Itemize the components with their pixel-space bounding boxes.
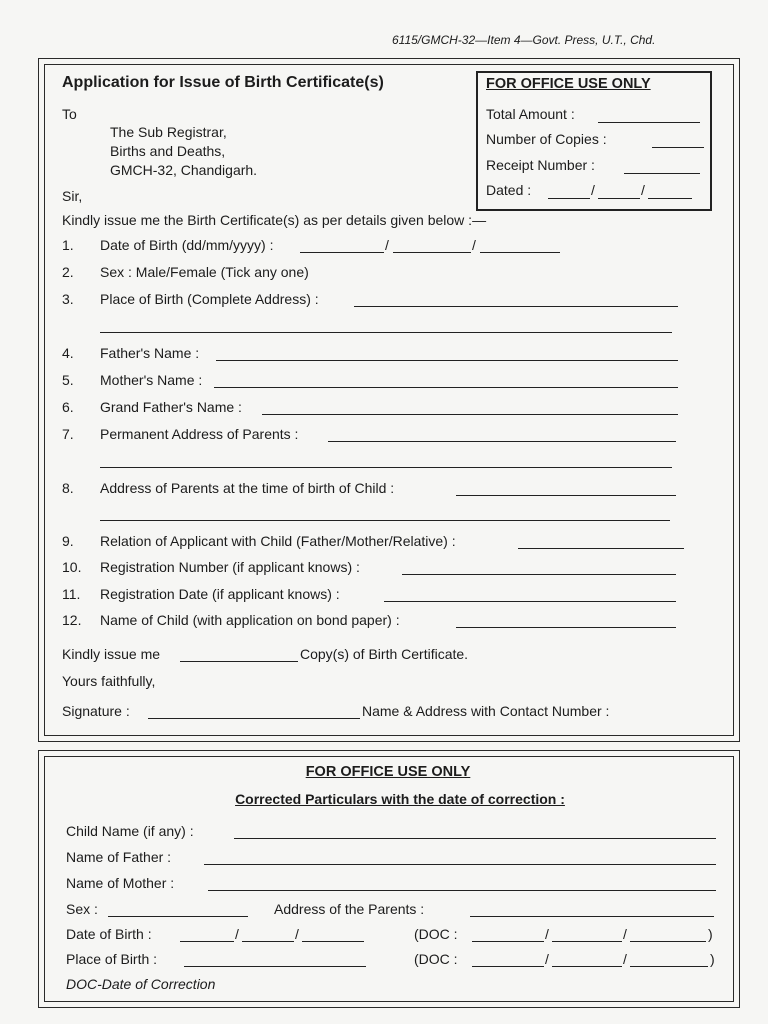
dob-doc-slash-1: / (545, 926, 549, 942)
birth-time-address-label: Address of Parents at the time of birth of Child : (100, 480, 395, 496)
pob-doc-day-field[interactable] (472, 966, 544, 967)
item-12-number: 12. (62, 612, 82, 628)
item-1-number: 1. (62, 237, 74, 253)
item-9-number: 9. (62, 533, 74, 549)
dated-slash-2: / (641, 182, 645, 198)
form-title: Application for Issue of Birth Certificate(s) (62, 74, 384, 91)
address-of-parents-field[interactable] (470, 916, 714, 917)
relation-label: Relation of Applicant with Child (Father/Mother/Relative) : (100, 533, 456, 549)
copies-of-birth-certificate-label: Copy(s) of Birth Certificate. (300, 646, 469, 662)
office-use-title: FOR OFFICE USE ONLY (486, 76, 651, 92)
doc-note: DOC-Date of Correction (66, 976, 216, 992)
dated-month-field[interactable] (598, 198, 640, 199)
dob-correction-month-field[interactable] (242, 941, 294, 942)
yours-faithfully: Yours faithfully, (62, 673, 156, 689)
permanent-address-field-line-2[interactable] (100, 467, 672, 468)
addressee-line-2: Births and Deaths, (110, 143, 226, 159)
name-of-father-field[interactable] (204, 864, 716, 865)
item-2-number: 2. (62, 264, 74, 280)
total-amount-label: Total Amount : (486, 106, 575, 122)
pob-doc-close: ) (710, 951, 715, 967)
intro-text: Kindly issue me the Birth Certificate(s) as per details given below :— (62, 212, 487, 228)
to-label: To (62, 106, 77, 122)
dob-year-field[interactable] (480, 252, 560, 253)
name-of-mother-field[interactable] (208, 890, 716, 891)
relation-field[interactable] (518, 548, 684, 549)
number-of-copies-field[interactable] (652, 147, 704, 148)
sex-correction-field[interactable] (108, 916, 248, 917)
name-of-mother-label: Name of Mother : (66, 875, 175, 891)
pob-doc-year-field[interactable] (630, 966, 708, 967)
address-of-parents-label: Address of the Parents : (274, 901, 425, 917)
sex-correction-label: Sex : (66, 901, 98, 917)
item-3-number: 3. (62, 291, 74, 307)
dated-label: Dated : (486, 182, 532, 198)
item-5-number: 5. (62, 372, 74, 388)
permanent-address-field[interactable] (328, 441, 676, 442)
number-of-copies-requested-field[interactable] (180, 661, 298, 662)
dated-day-field[interactable] (548, 198, 590, 199)
name-address-contact-label: Name & Address with Contact Number : (362, 703, 610, 719)
item-11-number: 11. (62, 586, 81, 602)
fathers-name-field[interactable] (216, 360, 678, 361)
child-name-field[interactable] (234, 838, 716, 839)
dated-slash-1: / (591, 182, 595, 198)
registration-number-field[interactable] (402, 574, 676, 575)
grand-fathers-name-label: Grand Father's Name : (100, 399, 242, 415)
registration-date-field[interactable] (384, 601, 676, 602)
dated-year-field[interactable] (648, 198, 692, 199)
permanent-address-label: Permanent Address of Parents : (100, 426, 299, 442)
dob-doc-month-field[interactable] (552, 941, 622, 942)
dob-slash-2: / (472, 237, 476, 253)
grand-fathers-name-field[interactable] (262, 414, 678, 415)
total-amount-field[interactable] (598, 122, 700, 123)
place-of-birth-field[interactable] (354, 306, 678, 307)
dob-correction-label: Date of Birth : (66, 926, 152, 942)
birth-time-address-field[interactable] (456, 495, 676, 496)
office-section-subtitle: Corrected Particulars with the date of correction : (235, 791, 565, 807)
addressee-line-3: GMCH-32, Chandigarh. (110, 162, 258, 178)
salutation: Sir, (62, 188, 83, 204)
dob-correction-year-field[interactable] (302, 941, 364, 942)
name-of-child-label: Name of Child (with application on bond paper) : (100, 612, 400, 628)
item-7-number: 7. (62, 426, 74, 442)
addressee-line-1: The Sub Registrar, (110, 124, 227, 140)
office-section-title: FOR OFFICE USE ONLY (305, 764, 471, 780)
place-of-birth-correction-field[interactable] (184, 966, 366, 967)
pob-doc-slash-1: / (545, 951, 549, 967)
receipt-number-label: Receipt Number : (486, 157, 595, 173)
fathers-name-label: Father's Name : (100, 345, 200, 361)
pob-doc-month-field[interactable] (552, 966, 622, 967)
number-of-copies-label: Number of Copies : (486, 131, 607, 147)
place-of-birth-field-line-2[interactable] (100, 332, 672, 333)
dob-correction-slash-1: / (235, 926, 239, 942)
dob-doc-open: (DOC : (414, 926, 458, 942)
pob-doc-slash-2: / (623, 951, 627, 967)
dob-correction-day-field[interactable] (180, 941, 234, 942)
dob-doc-day-field[interactable] (472, 941, 544, 942)
sex-label[interactable]: Sex : Male/Female (Tick any one) (100, 264, 309, 280)
item-8-number: 8. (62, 480, 74, 496)
dob-month-field[interactable] (393, 252, 471, 253)
dob-day-field[interactable] (300, 252, 384, 253)
signature-label: Signature : (62, 703, 130, 719)
item-10-number: 10. (62, 559, 82, 575)
signature-field[interactable] (148, 718, 360, 719)
receipt-number-field[interactable] (624, 173, 700, 174)
dob-doc-close: ) (708, 926, 713, 942)
mothers-name-label: Mother's Name : (100, 372, 203, 388)
place-of-birth-correction-label: Place of Birth : (66, 951, 158, 967)
date-of-birth-label: Date of Birth (dd/mm/yyyy) : (100, 237, 274, 253)
dob-doc-year-field[interactable] (630, 941, 706, 942)
name-of-father-label: Name of Father : (66, 849, 172, 865)
child-name-label: Child Name (if any) : (66, 823, 194, 839)
dob-slash-1: / (385, 237, 389, 253)
name-of-child-field[interactable] (456, 627, 676, 628)
item-6-number: 6. (62, 399, 74, 415)
kindly-issue-me-label: Kindly issue me (62, 646, 161, 662)
pob-doc-open: (DOC : (414, 951, 458, 967)
dob-doc-slash-2: / (623, 926, 627, 942)
place-of-birth-label: Place of Birth (Complete Address) : (100, 291, 319, 307)
registration-date-label: Registration Date (if applicant knows) : (100, 586, 340, 602)
item-4-number: 4. (62, 345, 74, 361)
birth-time-address-field-line-2[interactable] (100, 520, 670, 521)
dob-correction-slash-2: / (295, 926, 299, 942)
mothers-name-field[interactable] (214, 387, 678, 388)
header-reference: 6115/GMCH-32—Item 4—Govt. Press, U.T., Chd. (392, 33, 656, 47)
registration-number-label: Registration Number (if applicant knows) : (100, 559, 360, 575)
